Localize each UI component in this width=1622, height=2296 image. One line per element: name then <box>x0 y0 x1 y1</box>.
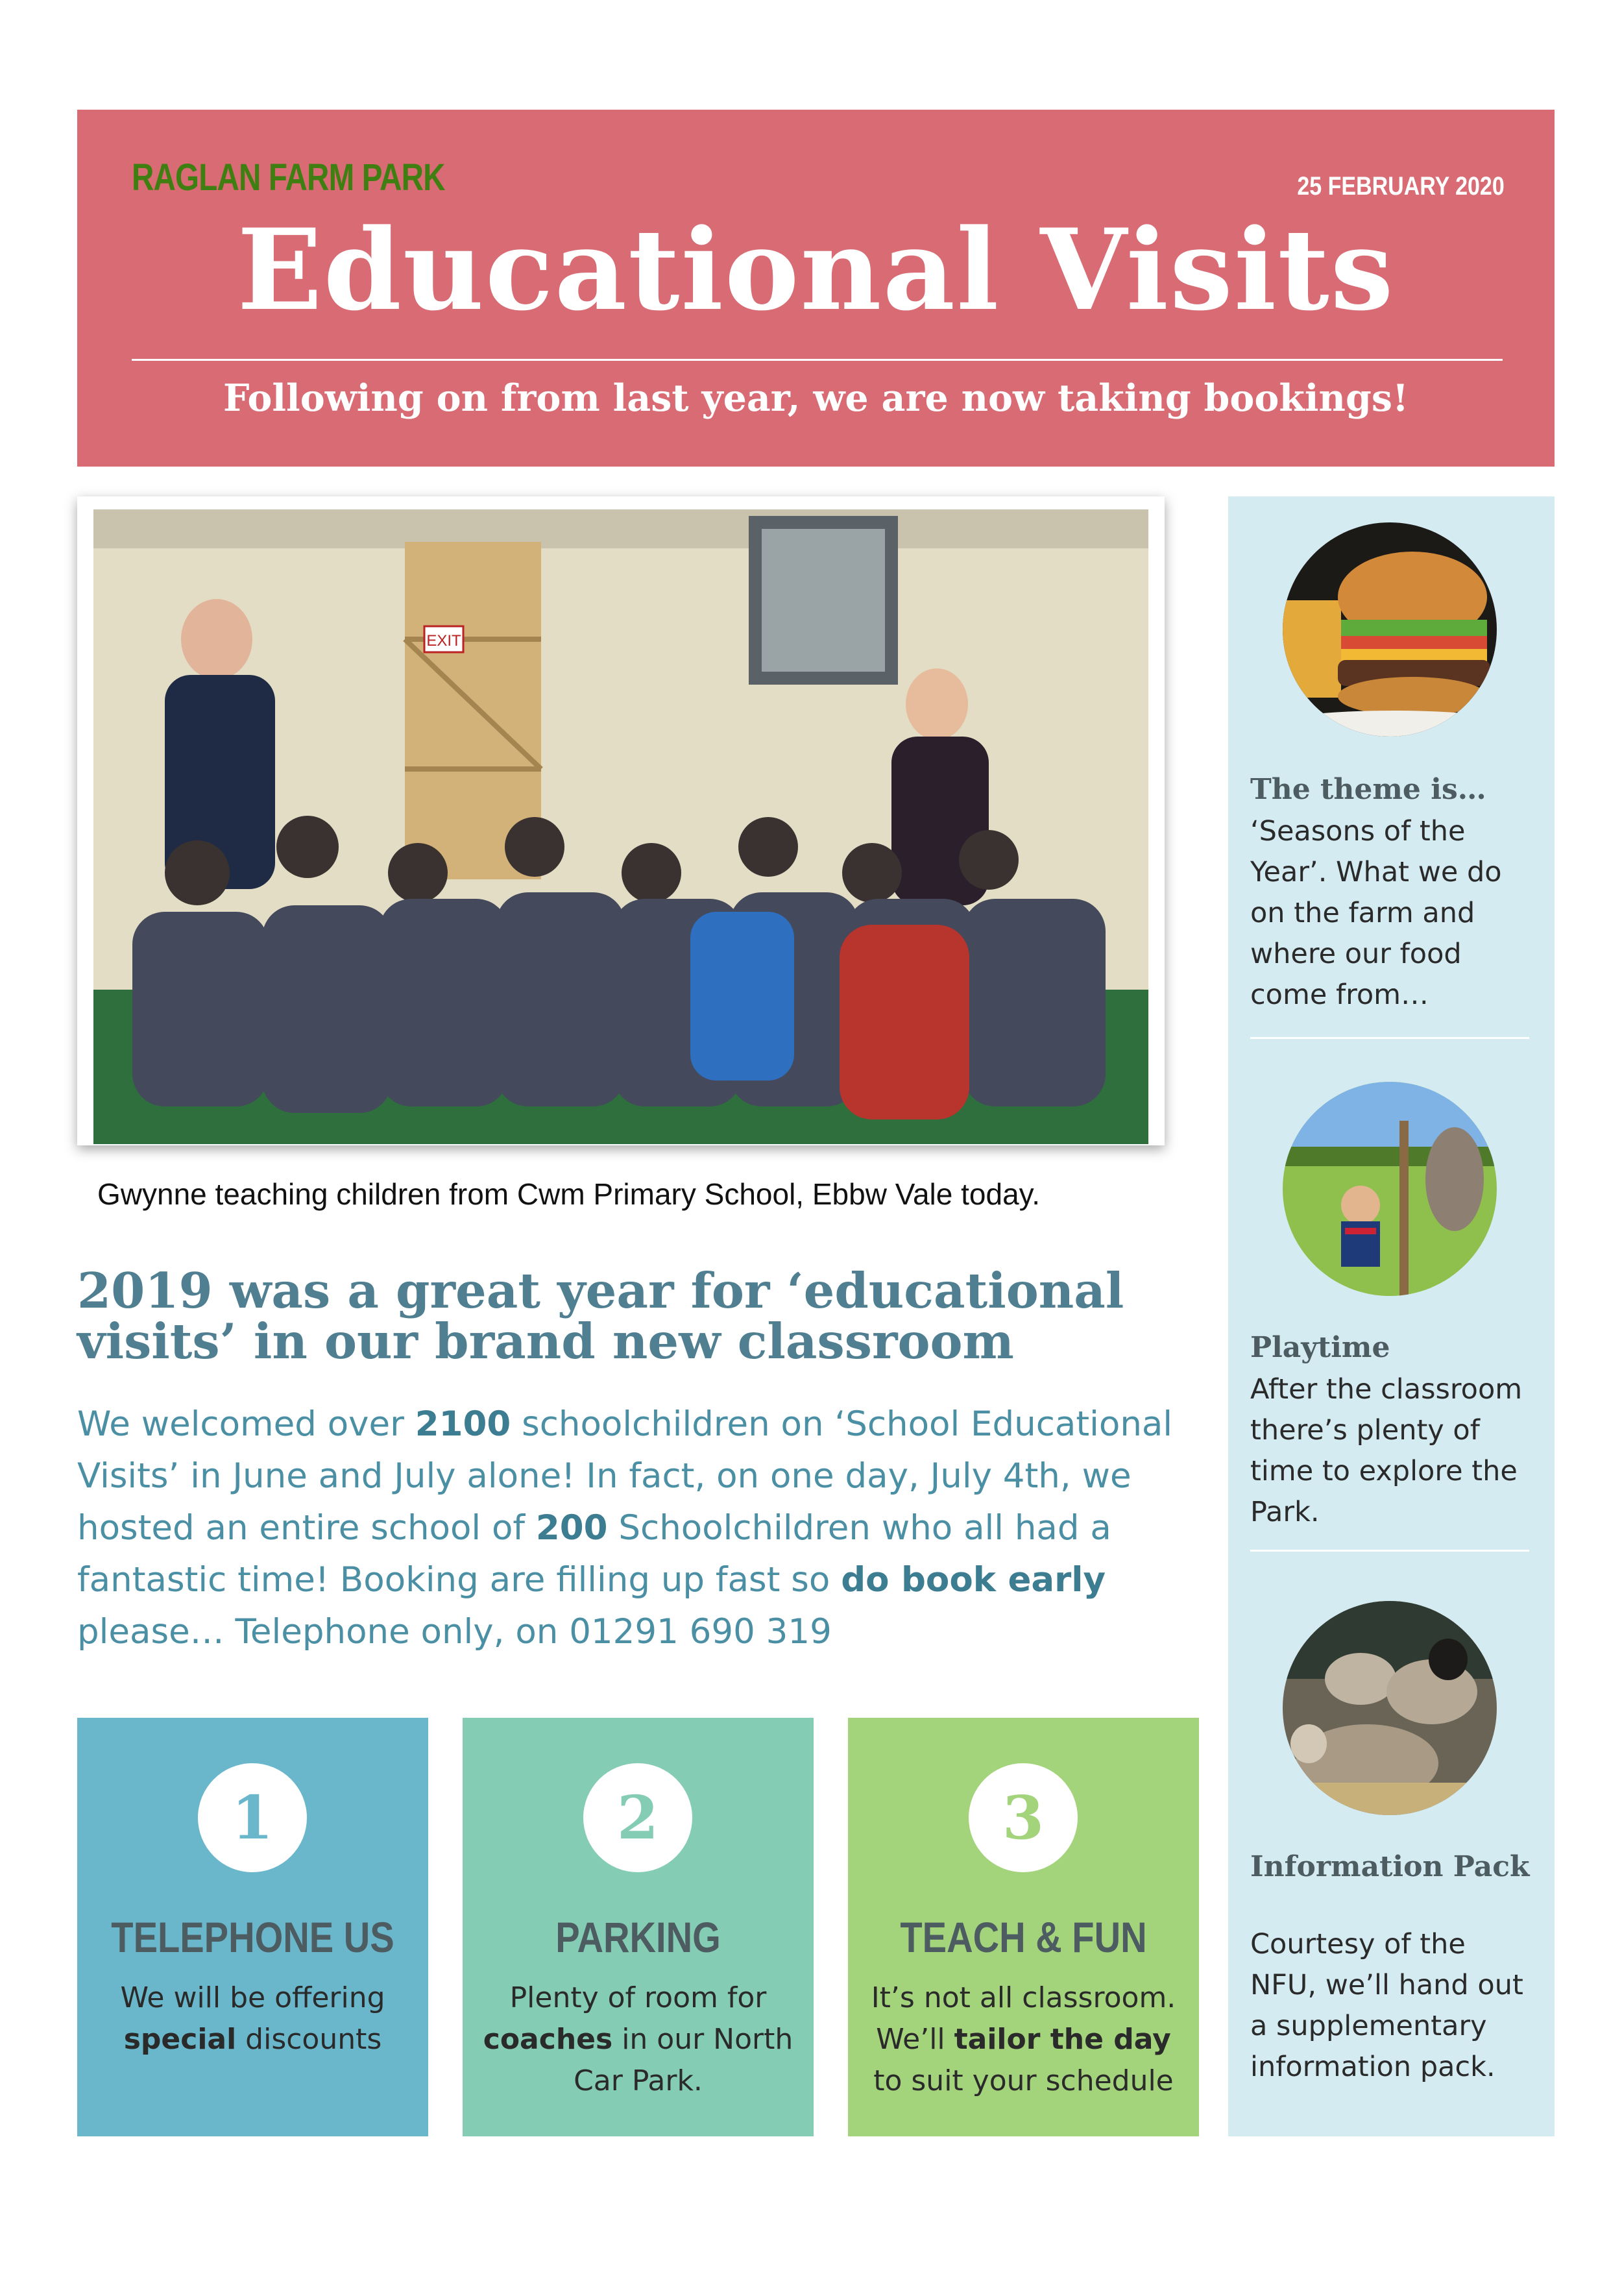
issue-date: 25 FEBRUARY 2020 <box>1297 172 1505 201</box>
sidebar-heading: The theme is… <box>1250 773 1486 806</box>
brand-name: RAGLAN FARM PARK <box>132 156 445 199</box>
classroom-photo-illustration <box>93 509 1148 1144</box>
article-body <box>77 1398 1219 1658</box>
body-segment: We welcomed over <box>77 1404 415 1444</box>
teach-fun-box <box>848 1718 1199 2136</box>
body-segment: please… Telephone only, on 01291 690 319 <box>77 1612 832 1652</box>
box-text-segment: Plenty of room for <box>509 1981 767 2014</box>
article-headline: 2019 was a great year for ‘educational visits’ in our brand new classroom <box>77 1262 1124 1370</box>
box-text-segment: It’s not all classroom. We’ll <box>871 1981 1176 2056</box>
body-segment: Schoolchildren who all had a fantastic time! Booking are filling up fast so <box>77 1508 1111 1600</box>
box-text <box>97 1977 409 2060</box>
exit-sign: EXIT <box>426 632 461 650</box>
box-text <box>482 1977 794 2102</box>
parking-box <box>463 1718 814 2136</box>
box-text-segment: to suit your schedule <box>873 2064 1174 2097</box>
telephone-box <box>77 1718 428 2136</box>
box-text-segment: discounts <box>236 2023 382 2056</box>
sidebar-heading: Information Pack <box>1250 1850 1530 1883</box>
classroom-photo <box>93 509 1148 1144</box>
burger-image <box>1283 522 1497 737</box>
banner-divider <box>132 359 1503 361</box>
step-number-badge: 1 <box>198 1763 307 1872</box>
box-text-bold: special <box>123 2023 237 2056</box>
sidebar-text: Courtesy of the NFU, we’ll hand out a supplementary information pack. <box>1250 1928 1523 2083</box>
page-title: Educational Visits <box>237 204 1395 336</box>
box-title: PARKING <box>555 1913 721 1961</box>
sheep-image <box>1283 1601 1497 1815</box>
body-segment: schoolchildren on ‘School Educational Visits’ in June and July alone! In fact, on one day, July 4th, we hosted an entire school of <box>77 1404 1173 1548</box>
sidebar <box>1228 496 1555 2136</box>
page-subtitle: Following on from last year, we are now taking bookings! <box>223 376 1409 420</box>
step-number-badge: 2 <box>583 1763 692 1872</box>
sidebar-divider <box>1250 1550 1529 1552</box>
box-title: TELEPHONE US <box>111 1913 394 1961</box>
box-text-bold: coaches <box>483 2023 613 2056</box>
box-text-bold: tailor the day <box>954 2023 1171 2056</box>
sidebar-text: After the classroom there’s plenty of time to explore the Park. <box>1250 1373 1523 1528</box>
sidebar-divider <box>1250 1037 1529 1039</box>
child-donkey-image <box>1283 1082 1497 1296</box>
sidebar-text: ‘Seasons of the Year’. What we do on the farm and where our food come from… <box>1250 815 1502 1011</box>
body-segment-bold: 200 <box>535 1508 608 1548</box>
body-segment-bold: do book early <box>841 1560 1106 1600</box>
box-text <box>867 1977 1180 2102</box>
box-title: TEACH & FUN <box>900 1913 1147 1961</box>
box-text-segment: We will be offering <box>120 1981 385 2014</box>
photo-caption: Gwynne teaching children from Cwm Primary School, Ebbw Vale today. <box>97 1177 1041 1211</box>
box-text-segment: in our North Car Park. <box>574 2023 793 2097</box>
step-number-badge: 3 <box>969 1763 1078 1872</box>
sidebar-heading: Playtime <box>1250 1331 1390 1364</box>
body-segment-bold: 2100 <box>415 1404 511 1444</box>
